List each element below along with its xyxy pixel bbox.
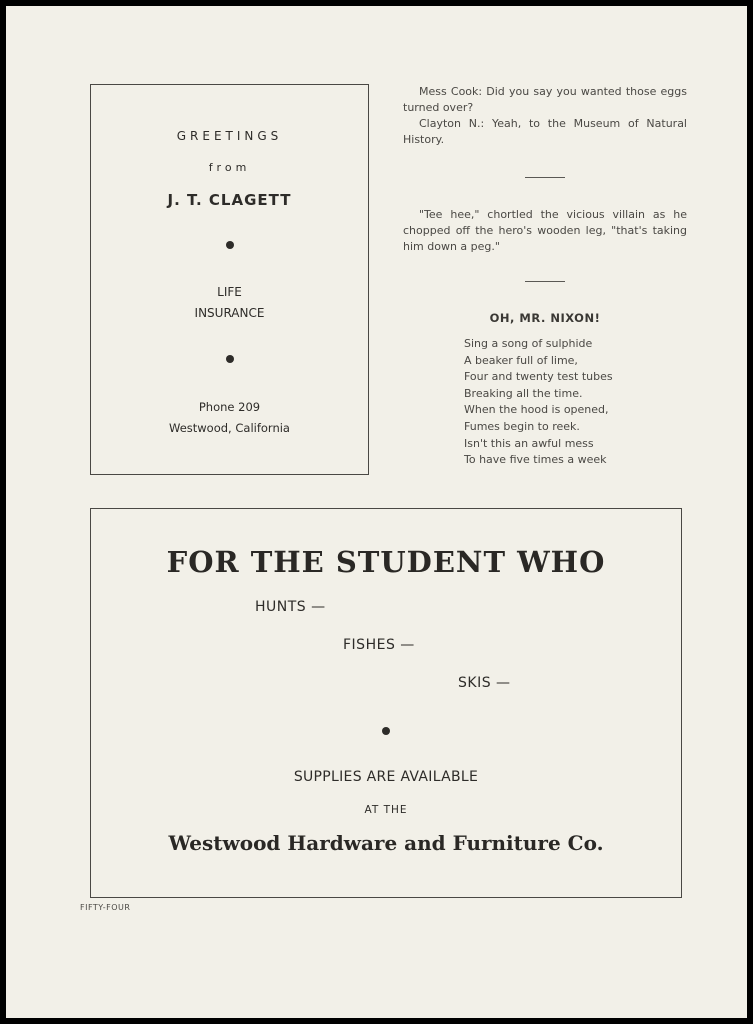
- poem-line: Four and twenty test tubes: [464, 370, 613, 384]
- bullet-dot-icon: [382, 727, 390, 735]
- activity-skis: SKIS —: [458, 675, 511, 691]
- joke-text: Clayton N.: Yeah, to the Museum of Natural History.: [403, 117, 687, 146]
- divider-rule: [525, 177, 565, 178]
- divider-rule: [525, 281, 565, 282]
- company-name: Westwood Hardware and Furniture Co.: [168, 831, 604, 855]
- contact-info: [91, 397, 368, 439]
- jokes-column: [403, 84, 687, 469]
- activity-fishes: FISHES —: [343, 637, 415, 653]
- poem-line: When the hood is opened,: [464, 403, 609, 417]
- bullet-dot-icon: [226, 355, 234, 363]
- supplies-text: SUPPLIES ARE AVAILABLE: [293, 769, 479, 785]
- activity-hunts: HUNTS —: [255, 599, 326, 615]
- address: Westwood, California: [169, 421, 290, 435]
- phone-number: Phone 209: [198, 400, 261, 414]
- bullet-dot-icon: [226, 241, 234, 249]
- advertiser-name: J. T. CLAGETT: [167, 191, 292, 209]
- page-number: FIFTY-FOUR: [80, 903, 131, 912]
- poem-line: To have five times a week: [464, 453, 607, 467]
- poem-title: OH, MR. NIXON!: [489, 311, 601, 325]
- poem-line: Isn't this an awful mess: [464, 436, 594, 450]
- service-text: [91, 282, 368, 324]
- poem-line: Sing a song of sulphide: [464, 337, 593, 350]
- joke-text: Mess Cook: Did you say you wanted those eggs turned over?: [403, 85, 687, 114]
- at-the-text: AT THE: [364, 804, 408, 816]
- poem-line: A beaker full of lime,: [464, 353, 578, 367]
- yearbook-page: [6, 6, 747, 1018]
- greetings-text: GREETINGS: [176, 129, 283, 143]
- poem-line: Fumes begin to reek.: [464, 419, 580, 433]
- hardware-store-ad: [90, 508, 682, 898]
- joke-text: "Tee hee," chortled the vicious villain as he chopped off the hero's wooden leg, "that's taking him down a peg.": [403, 208, 687, 253]
- clagett-insurance-ad: [90, 84, 369, 475]
- ad-headline: FOR THE STUDENT WHO: [166, 545, 606, 579]
- service-line: INSURANCE: [194, 306, 265, 320]
- poem: [464, 336, 687, 469]
- service-line: LIFE: [217, 285, 242, 299]
- from-text: from: [208, 161, 251, 174]
- poem-line: Breaking all the time.: [464, 386, 583, 400]
